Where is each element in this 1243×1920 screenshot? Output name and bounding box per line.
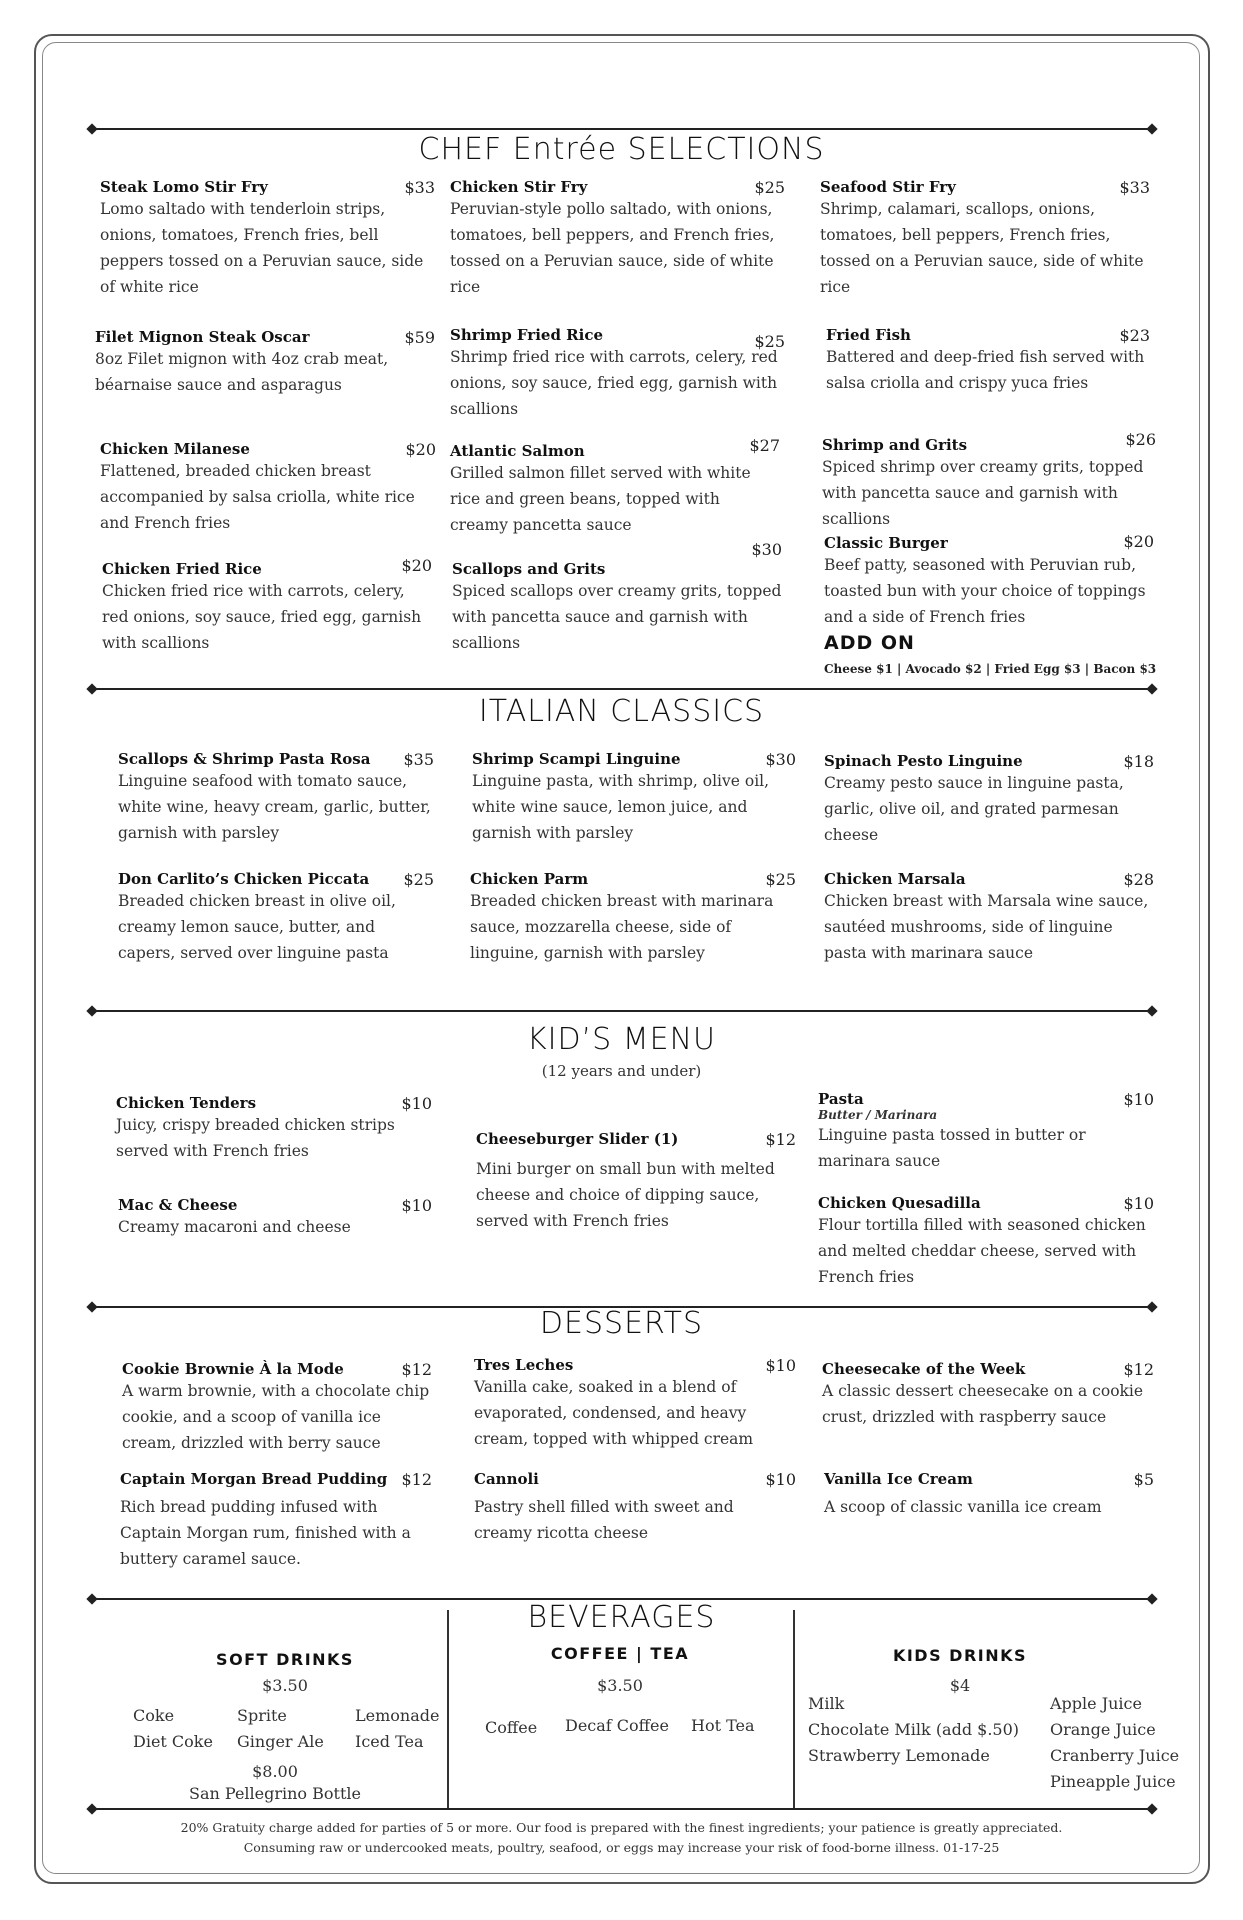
item-name: Chicken Fried Rice: [102, 560, 262, 578]
section-title-italian: ITALIAN CLASSICS: [478, 694, 765, 729]
item-name: Filet Mignon Steak Oscar: [95, 328, 310, 346]
item-name: Scallops and Grits: [452, 560, 606, 578]
addon-title: ADD ON: [824, 632, 915, 654]
item-price: $5: [1133, 1470, 1154, 1489]
item-price: $12: [401, 1360, 432, 1379]
drink-item: Orange Juice: [1050, 1720, 1156, 1739]
item-price: $12: [1123, 1360, 1154, 1379]
addon-prices: Cheese $1 | Avocado $2 | Fried Egg $3 | Bacon $3: [824, 662, 1157, 676]
item-name: Steak Lomo Stir Fry: [100, 178, 268, 196]
item-name: Tres Leches: [474, 1356, 574, 1374]
item-name: Captain Morgan Bread Pudding: [120, 1470, 388, 1488]
menu-item: [476, 1130, 796, 1234]
coffee-tea-price: $3.50: [597, 1676, 643, 1695]
menu-item: [824, 752, 1154, 848]
item-desc: A scoop of classic vanilla ice cream: [824, 1498, 1102, 1516]
item-note: Butter / Marinara: [818, 1108, 938, 1122]
item-desc: Linguine pasta, with shrimp, olive oil, white wine sauce, lemon juice, and garnish with parsley: [472, 772, 770, 842]
item-name: Chicken Marsala: [824, 870, 966, 888]
item-price: $10: [765, 1356, 796, 1375]
food-safety-note: Consuming raw or undercooked meats, poultry, seafood, or eggs may increase your risk of food-borne illness. 01-17-25: [243, 1840, 1000, 1855]
item-desc: 8oz Filet mignon with 4oz crab meat, béarnaise sauce and asparagus: [95, 350, 389, 394]
item-desc: Battered and deep-fried fish served with salsa criolla and crispy yuca fries: [826, 348, 1145, 392]
item-name: Cookie Brownie À la Mode: [122, 1360, 344, 1378]
item-desc: A warm brownie, with a chocolate chip cookie, and a scoop of vanilla ice cream, drizzled with berry sauce: [122, 1382, 430, 1452]
item-desc: Shrimp fried rice with carrots, celery, red onions, soy sauce, fried egg, garnish with scallions: [450, 348, 778, 418]
gratuity-note: 20% Gratuity charge added for parties of 5 or more. Our food is prepared with the finest ingredients; your patience is greatly appreciated.: [180, 1820, 1063, 1835]
kids-drinks-heading: KIDS DRINKS: [892, 1646, 1028, 1665]
drink-item: Iced Tea: [355, 1732, 424, 1751]
item-price: $10: [1123, 1194, 1154, 1213]
item-desc: Breaded chicken breast in olive oil, creamy lemon sauce, butter, and capers, served over linguine pasta: [118, 892, 396, 962]
item-name: Chicken Parm: [470, 870, 589, 888]
item-price: $12: [765, 1130, 796, 1149]
menu-item: [450, 326, 785, 422]
item-price: $10: [1123, 1090, 1154, 1109]
item-desc: A classic dessert cheesecake on a cookie crust, drizzled with raspberry sauce: [822, 1382, 1144, 1426]
extra-drink: San Pellegrino Bottle: [189, 1784, 361, 1803]
item-price: $20: [401, 556, 432, 575]
menu-item: [102, 556, 432, 656]
item-name: Chicken Tenders: [116, 1094, 257, 1112]
menu-item: [100, 440, 436, 536]
item-price: $25: [754, 178, 785, 197]
menu-item: [95, 328, 435, 398]
item-name: Chicken Quesadilla: [818, 1194, 981, 1212]
drink-item: Pineapple Juice: [1050, 1772, 1176, 1791]
item-desc: Mini burger on small bun with melted cheese and choice of dipping sauce, served with French fries: [476, 1160, 775, 1230]
item-price: $26: [1125, 430, 1156, 449]
item-name: Scallops & Shrimp Pasta Rosa: [118, 750, 371, 768]
item-name: Shrimp Fried Rice: [450, 326, 604, 344]
item-price: $18: [1123, 752, 1154, 771]
soft-drinks-price: $3.50: [262, 1676, 308, 1695]
item-name: Don Carlito’s Chicken Piccata: [118, 870, 370, 888]
item-name: Shrimp Scampi Linguine: [472, 750, 681, 768]
extra-drink-price: $8.00: [252, 1762, 298, 1781]
item-price: $33: [404, 178, 435, 197]
item-desc: Breaded chicken breast with marinara sauce, mozzarella cheese, side of linguine, garnish with parsley: [470, 892, 774, 962]
menu-item: [122, 1360, 432, 1456]
drink-item: Milk: [808, 1694, 845, 1713]
item-price: $10: [765, 1470, 796, 1489]
menu-item: [116, 1094, 432, 1164]
menu-item: [118, 870, 434, 966]
item-desc: Flour tortilla filled with seasoned chicken and melted cheddar cheese, served with French fries: [818, 1216, 1146, 1286]
item-desc: Vanilla cake, soaked in a blend of evaporated, condensed, and heavy cream, topped with whipped cream: [474, 1378, 754, 1448]
coffee-tea-heading: COFFEE | TEA: [550, 1644, 690, 1663]
drink-item: Cranberry Juice: [1050, 1746, 1180, 1765]
item-desc: Grilled salmon fillet served with white rice and green beans, topped with creamy pancetta sauce: [450, 464, 751, 534]
divider: [92, 128, 1152, 130]
item-price: $23: [1119, 326, 1150, 345]
divider: [92, 1808, 1152, 1810]
item-name: Mac & Cheese: [118, 1196, 238, 1214]
menu-item: [472, 750, 796, 846]
divider: [92, 1010, 1152, 1012]
item-desc: Shrimp, calamari, scallops, onions, tomatoes, bell peppers, French fries, tossed on a Peruvian sauce, side of white rice: [820, 200, 1144, 296]
menu-item: [824, 1470, 1154, 1520]
item-price: $10: [401, 1094, 432, 1113]
menu-item: [822, 430, 1156, 532]
item-desc: Spiced scallops over creamy grits, topped with pancetta sauce and garnish with scallions: [452, 582, 782, 652]
item-price: $25: [754, 332, 785, 351]
item-price: $30: [751, 540, 782, 559]
column-divider: [447, 1610, 449, 1808]
menu-item: [470, 870, 796, 966]
item-price: $35: [403, 750, 434, 769]
drink-item: Lemonade: [355, 1706, 440, 1725]
section-title-desserts: DESSERTS: [539, 1306, 704, 1341]
item-name: Fried Fish: [826, 326, 911, 344]
item-name: Classic Burger: [824, 534, 948, 552]
drink-item: Coffee: [485, 1718, 538, 1737]
menu-item: [120, 1470, 432, 1572]
item-price: $20: [405, 440, 436, 459]
drink-item: Sprite: [237, 1706, 287, 1725]
item-desc: Creamy pesto sauce in linguine pasta, garlic, olive oil, and grated parmesan cheese: [824, 774, 1124, 844]
menu-item: [818, 1194, 1154, 1290]
soft-drinks-heading: SOFT DRINKS: [216, 1650, 354, 1669]
item-price: $25: [403, 870, 434, 889]
menu-item: [824, 870, 1154, 966]
item-desc: Peruvian-style pollo saltado, with onions, tomatoes, bell peppers, and French fries, tossed on a Peruvian sauce, side of white rice: [450, 200, 775, 296]
item-price: $33: [1119, 178, 1150, 197]
menu-item: [118, 1196, 432, 1240]
drink-item: Coke: [133, 1706, 175, 1725]
item-desc: Chicken fried rice with carrots, celery, red onions, soy sauce, fried egg, garnish with scallions: [102, 582, 422, 652]
kids-drinks-price: $4: [949, 1676, 971, 1695]
item-price: $12: [401, 1470, 432, 1489]
item-price: $20: [1123, 532, 1154, 551]
item-desc: Linguine seafood with tomato sauce, white wine, heavy cream, garlic, butter, garnish with parsley: [118, 772, 431, 842]
item-desc: Rich bread pudding infused with Captain Morgan rum, finished with a buttery caramel sauce.: [120, 1498, 411, 1568]
menu-item: [826, 326, 1150, 396]
section-title-beverages: BEVERAGES: [527, 1600, 716, 1635]
item-name: Cheesecake of the Week: [822, 1360, 1026, 1378]
item-name: Pasta: [818, 1090, 864, 1108]
item-price: $59: [404, 328, 435, 347]
menu-item: [820, 178, 1150, 300]
item-name: Cheeseburger Slider (1): [476, 1130, 679, 1148]
item-name: Chicken Milanese: [100, 440, 250, 458]
item-desc: Juicy, crispy breaded chicken strips served with French fries: [116, 1116, 395, 1160]
section-title-chef: CHEF Entrée SELECTIONS: [418, 132, 825, 167]
item-desc: Spiced shrimp over creamy grits, topped with pancetta sauce and garnish with scallions: [822, 458, 1144, 528]
menu-item: [450, 178, 785, 300]
menu-item: [818, 1090, 1154, 1174]
item-desc: Pastry shell filled with sweet and creamy ricotta cheese: [474, 1498, 734, 1542]
menu-item: [474, 1356, 796, 1452]
drink-item: Strawberry Lemonade: [808, 1746, 990, 1765]
item-desc: Beef patty, seasoned with Peruvian rub, toasted bun with your choice of toppings and a side of French fries: [824, 556, 1146, 626]
menu-item: [824, 532, 1154, 630]
item-desc: Flattened, breaded chicken breast accompanied by salsa criolla, white rice and French fries: [100, 462, 415, 532]
item-desc: Lomo saltado with tenderloin strips, onions, tomatoes, French fries, bell peppers tossed on a Peruvian sauce, side of white rice: [100, 200, 424, 296]
menu-item: [100, 178, 435, 300]
item-desc: Linguine pasta tossed in butter or marinara sauce: [818, 1126, 1086, 1170]
menu-item: [452, 540, 782, 656]
column-divider: [793, 1610, 795, 1808]
drink-item: Apple Juice: [1050, 1694, 1142, 1713]
kids-age-note: (12 years and under): [541, 1062, 702, 1080]
item-name: Cannoli: [474, 1470, 539, 1488]
drink-item: Hot Tea: [691, 1716, 755, 1735]
item-price: $28: [1123, 870, 1154, 889]
item-price: $30: [765, 750, 796, 769]
item-name: Vanilla Ice Cream: [824, 1470, 973, 1488]
item-name: Chicken Stir Fry: [450, 178, 588, 196]
item-desc: Creamy macaroni and cheese: [118, 1218, 351, 1236]
drink-item: Chocolate Milk (add $.50): [808, 1720, 1020, 1739]
divider: [92, 688, 1152, 690]
drink-item: Decaf Coffee: [565, 1716, 669, 1735]
menu-item: [450, 436, 780, 538]
section-title-kids: KID’S MENU: [527, 1022, 716, 1057]
item-price: $27: [749, 436, 780, 455]
menu-item: [822, 1360, 1154, 1430]
item-price: $10: [401, 1196, 432, 1215]
item-price: $25: [765, 870, 796, 889]
drink-item: Ginger Ale: [237, 1732, 324, 1751]
drink-item: Diet Coke: [133, 1732, 213, 1751]
item-desc: Chicken breast with Marsala wine sauce, sautéed mushrooms, side of linguine pasta with marinara sauce: [824, 892, 1149, 962]
item-name: Seafood Stir Fry: [820, 178, 956, 196]
item-name: Shrimp and Grits: [822, 436, 968, 454]
menu-item: [118, 750, 434, 846]
item-name: Atlantic Salmon: [450, 442, 585, 460]
item-name: Spinach Pesto Linguine: [824, 752, 1023, 770]
menu-item: [474, 1470, 796, 1546]
